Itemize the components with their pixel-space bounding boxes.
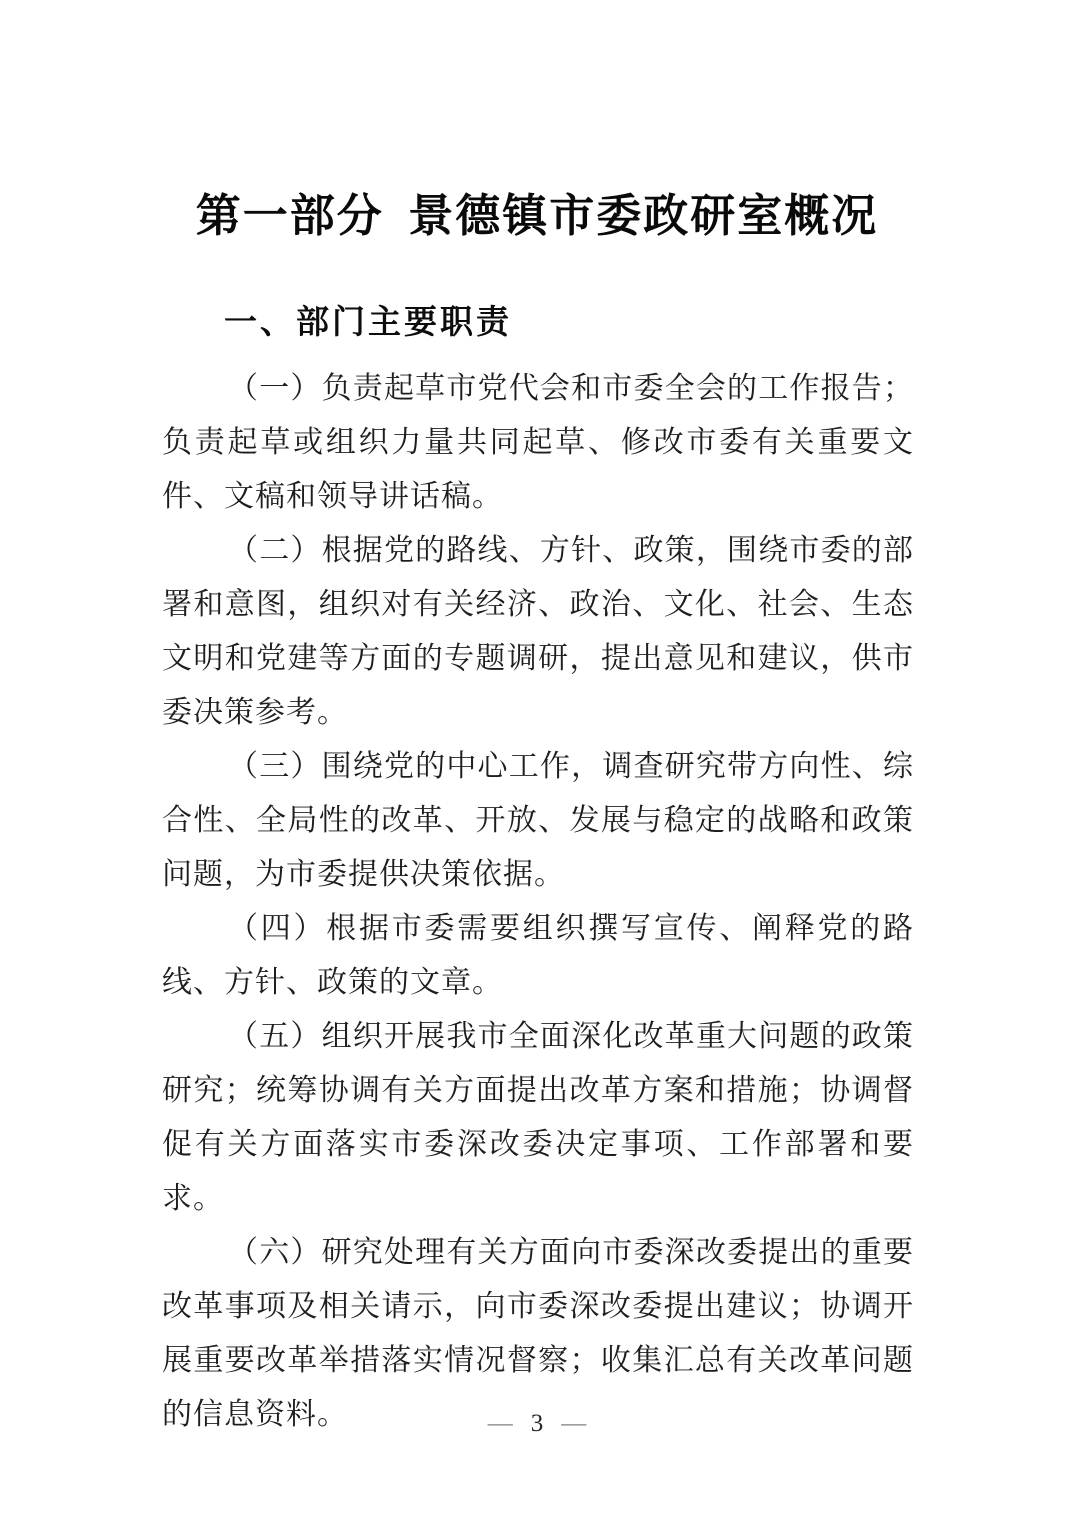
page-number: 3 <box>530 1410 544 1437</box>
footer-right-dash: — <box>561 1410 587 1437</box>
body-paragraph: （二）根据党的路线、方针、政策，围绕市委的部署和意图，组织对有关经济、政治、文化、社会、生态文明和党建等方面的专题调研，提出意见和建议，供市委决策参考。 <box>162 534 914 729</box>
page-footer <box>0 1408 1074 1440</box>
body-paragraph: （三）围绕党的中心工作，调查研究带方向性、综合性、全局性的改革、开放、发展与稳定的战略和政策问题，为市委提供决策依据。 <box>162 750 914 891</box>
body-paragraph: （四）根据市委需要组织撰写宣传、阐释党的路线、方针、政策的文章。 <box>162 912 914 999</box>
body-paragraph: （一）负责起草市党代会和市委全会的工作报告；负责起草或组织力量共同起草、修改市委有关重要文件、文稿和领导讲话稿。 <box>162 372 914 513</box>
body-paragraph: （六）研究处理有关方面向市委深改委提出的重要改革事项及相关请示，向市委深改委提出建议；协调开展重要改革举措落实情况督察；收集汇总有关改革问题的信息资料。 <box>162 1236 914 1431</box>
section-heading: 一、部门主要职责 <box>224 303 512 340</box>
footer-left-dash: — <box>487 1410 513 1437</box>
document-title: 第一部分 景德镇市委政研室概况 <box>195 190 879 241</box>
body-paragraph: （五）组织开展我市全面深化改革重大问题的政策研究；统筹协调有关方面提出改革方案和措施；协调督促有关方面落实市委深改委决定事项、工作部署和要求。 <box>162 1020 914 1215</box>
document-body <box>162 362 914 1442</box>
